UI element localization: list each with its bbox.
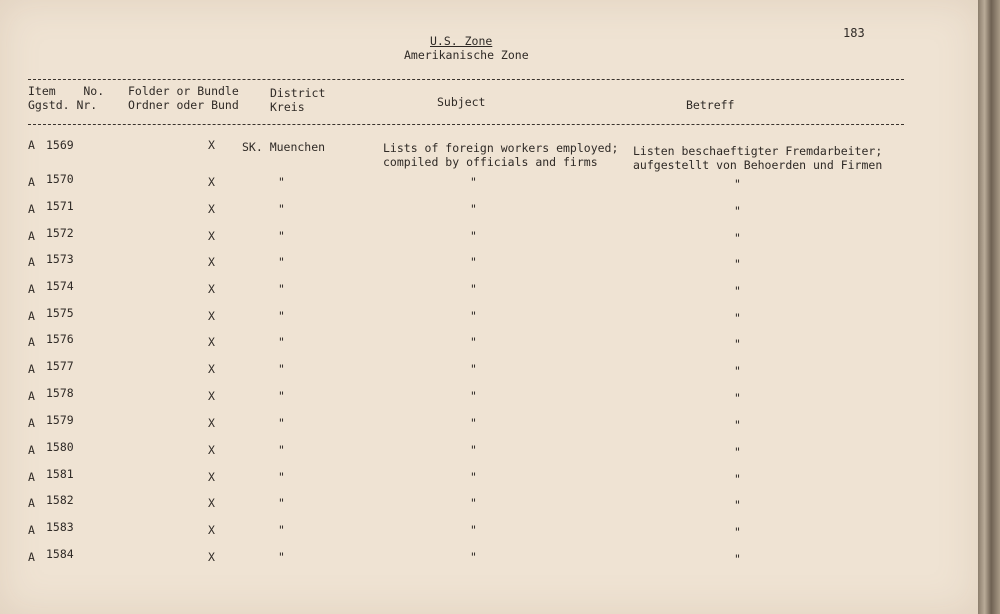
zone-title-english: U.S. Zone <box>430 34 493 48</box>
folder-mark: X <box>208 335 215 349</box>
item-number: 1581 <box>46 467 74 481</box>
betreff-cell: " <box>734 418 741 432</box>
subject-line: compiled by officials and firms <box>383 155 598 169</box>
betreff-cell: " <box>734 284 741 298</box>
folder-mark: X <box>208 175 215 189</box>
item-prefix: A <box>28 255 35 269</box>
betreff-cell: " <box>734 364 741 378</box>
subject-cell: " <box>470 175 477 189</box>
item-number: 1576 <box>46 332 74 346</box>
item-prefix: A <box>28 416 35 430</box>
item-prefix: A <box>28 470 35 484</box>
table-row <box>0 359 978 379</box>
item-prefix: A <box>28 523 35 537</box>
betreff-cell: " <box>734 391 741 405</box>
betreff-cell: " <box>734 337 741 351</box>
subject-cell: " <box>470 202 477 216</box>
betreff-cell: " <box>734 257 741 271</box>
subject-cell: " <box>470 229 477 243</box>
district-cell: " <box>278 282 285 296</box>
folder-mark: X <box>208 550 215 564</box>
district-cell: SK. Muenchen <box>242 140 326 154</box>
table-row <box>0 467 978 487</box>
table-row <box>0 199 978 219</box>
column-header-kreis: Kreis <box>270 100 305 114</box>
item-prefix: A <box>28 138 35 152</box>
item-number: 1569 <box>46 138 74 152</box>
column-header-district: District <box>270 86 326 100</box>
betreff-cell: " <box>734 552 741 566</box>
subject-line: Lists of foreign workers employed; <box>383 141 619 155</box>
item-prefix: A <box>28 550 35 564</box>
item-prefix: A <box>28 175 35 189</box>
item-number: 1570 <box>46 172 74 186</box>
betreff-cell: " <box>734 498 741 512</box>
betreff-cell: " <box>734 311 741 325</box>
subject-cell: " <box>470 550 477 564</box>
subject-cell: " <box>470 335 477 349</box>
item-number: 1583 <box>46 520 74 534</box>
column-header-folder: Folder or Bundle <box>128 84 239 98</box>
item-number: 1572 <box>46 226 74 240</box>
column-header-ordner: Ordner oder Bund <box>128 98 239 112</box>
district-cell: " <box>278 523 285 537</box>
folder-mark: X <box>208 229 215 243</box>
item-number: 1579 <box>46 413 74 427</box>
district-cell: " <box>278 416 285 430</box>
subject-cell: " <box>470 282 477 296</box>
table-row <box>0 252 978 272</box>
item-number: 1574 <box>46 279 74 293</box>
item-number: 1578 <box>46 386 74 400</box>
district-cell: " <box>278 229 285 243</box>
folder-mark: X <box>208 282 215 296</box>
subject-cell: " <box>470 416 477 430</box>
table-row <box>0 332 978 352</box>
subject-cell: " <box>470 523 477 537</box>
column-header-item-no: Item No. <box>28 84 105 98</box>
betreff-cell: " <box>734 472 741 486</box>
item-prefix: A <box>28 282 35 296</box>
folder-mark: X <box>208 389 215 403</box>
betreff-cell: " <box>734 525 741 539</box>
district-cell: " <box>278 362 285 376</box>
item-number: 1577 <box>46 359 74 373</box>
subject-cell <box>383 141 618 169</box>
district-cell: " <box>278 335 285 349</box>
subject-cell: " <box>470 309 477 323</box>
table-row <box>0 440 978 460</box>
item-prefix: A <box>28 389 35 403</box>
betreff-cell: " <box>734 445 741 459</box>
item-number: 1573 <box>46 252 74 266</box>
district-cell: " <box>278 443 285 457</box>
folder-mark: X <box>208 523 215 537</box>
betreff-cell: " <box>734 204 741 218</box>
betreff-line: aufgestellt von Behoerden und Firmen <box>633 158 883 172</box>
folder-mark: X <box>208 496 215 510</box>
item-prefix: A <box>28 496 35 510</box>
district-cell: " <box>278 175 285 189</box>
folder-mark: X <box>208 255 215 269</box>
item-number: 1575 <box>46 306 74 320</box>
betreff-cell <box>633 144 882 172</box>
table-row <box>0 279 978 299</box>
folder-mark: X <box>208 202 215 216</box>
page-number: 183 <box>843 26 865 40</box>
subject-cell: " <box>470 389 477 403</box>
zone-title-german: Amerikanische Zone <box>404 48 529 62</box>
table-row <box>0 138 978 172</box>
subject-cell: " <box>470 470 477 484</box>
item-prefix: A <box>28 202 35 216</box>
folder-mark: X <box>208 362 215 376</box>
item-number: 1584 <box>46 547 74 561</box>
column-header-ggstd-nr: Ggstd. Nr. <box>28 98 98 112</box>
folder-mark: X <box>208 443 215 457</box>
district-cell: " <box>278 470 285 484</box>
folder-mark: X <box>208 470 215 484</box>
table-row <box>0 306 978 326</box>
column-header-betreff: Betreff <box>686 98 735 112</box>
table-row <box>0 226 978 246</box>
item-prefix: A <box>28 362 35 376</box>
table-row <box>0 172 978 192</box>
subject-cell: " <box>470 443 477 457</box>
betreff-cell: " <box>734 177 741 191</box>
item-prefix: A <box>28 229 35 243</box>
table-row <box>0 386 978 406</box>
item-prefix: A <box>28 335 35 349</box>
folder-mark: X <box>208 138 215 152</box>
item-number: 1580 <box>46 440 74 454</box>
district-cell: " <box>278 496 285 510</box>
table-row <box>0 520 978 540</box>
subject-cell: " <box>470 496 477 510</box>
item-prefix: A <box>28 309 35 323</box>
header-top-rule <box>28 79 904 80</box>
betreff-cell: " <box>734 231 741 245</box>
subject-cell: " <box>470 362 477 376</box>
header-bottom-rule <box>28 124 904 125</box>
district-cell: " <box>278 309 285 323</box>
folder-mark: X <box>208 416 215 430</box>
district-cell: " <box>278 202 285 216</box>
subject-cell: " <box>470 255 477 269</box>
district-cell: " <box>278 389 285 403</box>
item-prefix: A <box>28 443 35 457</box>
book-binding-edge <box>978 0 1000 614</box>
item-number: 1582 <box>46 493 74 507</box>
district-cell: " <box>278 550 285 564</box>
item-number: 1571 <box>46 199 74 213</box>
table-row <box>0 413 978 433</box>
district-cell: " <box>278 255 285 269</box>
folder-mark: X <box>208 309 215 323</box>
table-row <box>0 547 978 567</box>
betreff-line: Listen beschaeftigter Fremdarbeiter; <box>633 144 883 158</box>
table-row <box>0 493 978 513</box>
column-header-subject: Subject <box>437 95 486 109</box>
